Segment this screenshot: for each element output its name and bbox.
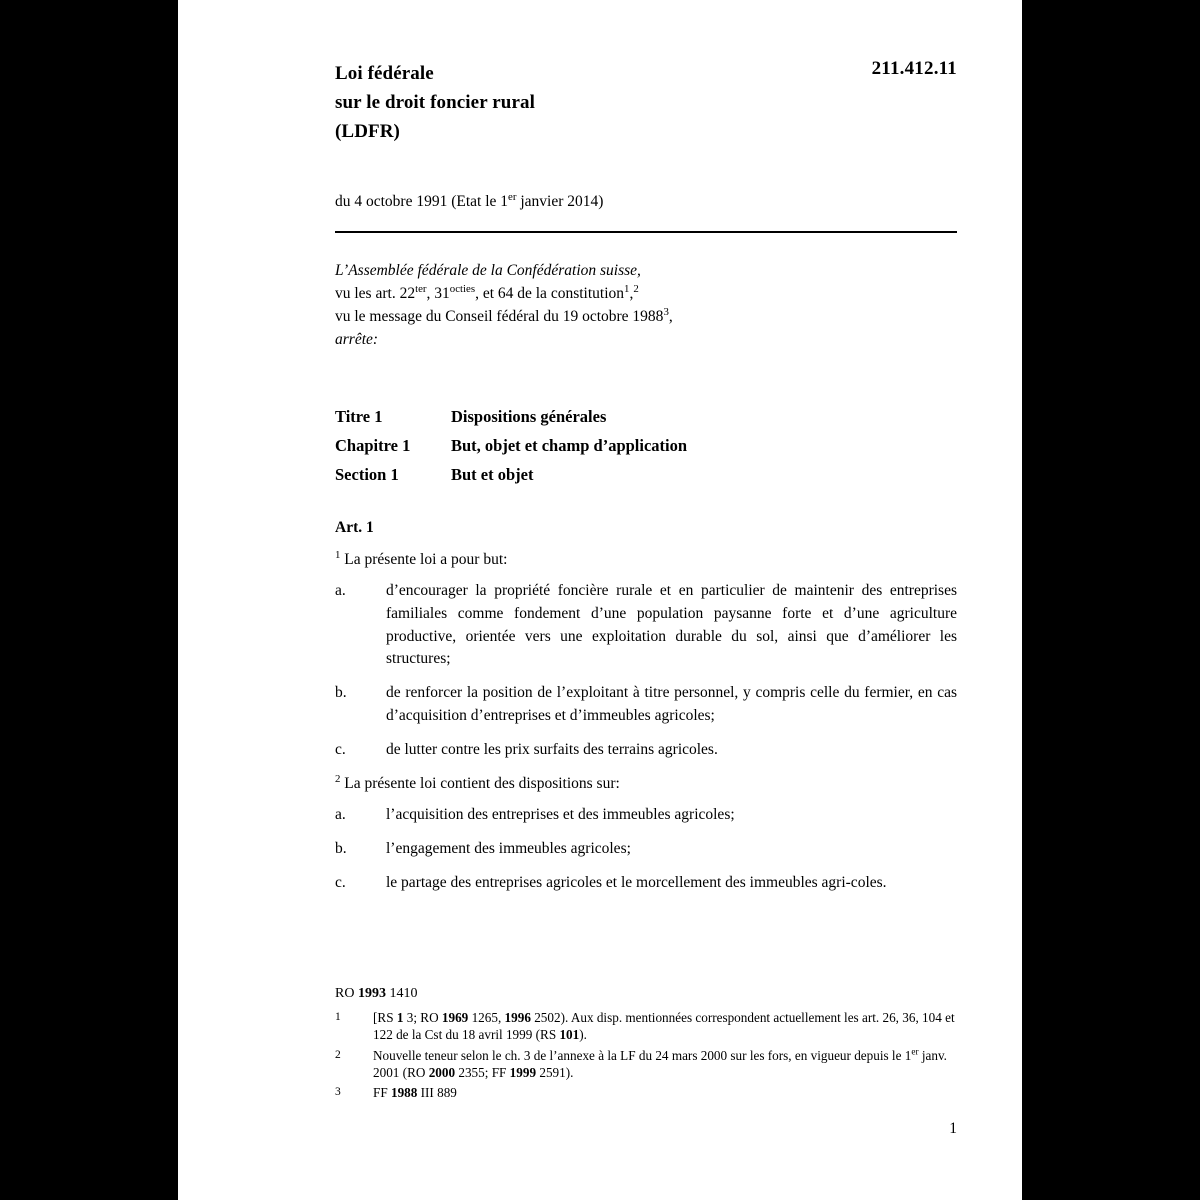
list-item-text: l’acquisition des entreprises et des immeubles agricoles; [386,806,735,824]
structure-row-chapitre [335,431,957,460]
article-paragraph-2 [335,773,957,796]
footnote-ref-1: 1 [624,282,630,295]
footnote-text: [RS 1 3; RO 1969 1265, 1996 2502). Aux disp. mentionnées correspondent actuellement les art. 26, 36, 104 et 122 de la Cst du 18 avril 1999 (RS 101). [373,1010,955,1043]
date-suffix: janvier 2014) [516,192,604,210]
preamble-message-line [335,305,957,328]
vu-message-suffix: , [668,308,673,326]
article-list-2 [335,804,957,894]
date-prefix: du 4 octobre 1991 (Etat le 1 [335,192,509,210]
title-line-3: (LDFR) [335,120,400,142]
footnote-source [335,985,957,1003]
footnote-ref-3: 3 [663,305,669,318]
page-content [335,0,957,1200]
list-item-text: le partage des entreprises agricoles et le morcellement des immeubles agri-coles. [386,873,887,891]
paragraph-1-marker: 1 [335,549,341,562]
list-item [335,739,957,762]
list-item-marker: a. [335,806,346,824]
section-title: But et objet [451,465,534,485]
footnote-item [335,1009,957,1043]
list-item-text: l’engagement des immeubles agricoles; [386,840,631,858]
list-item-marker: b. [335,684,347,702]
list-item [335,838,957,861]
preamble-assembly: L’Assemblée fédérale de la Confédération suisse, [335,261,641,279]
footnote-text: FF 1988 III 889 [373,1084,457,1100]
preamble [335,259,957,352]
list-item-text: d’encourager la propriété foncière rurale et en particulier de maintenir des entreprises familiales comme fondement d’une population paysanne forte et d’une agriculture productive, orientée vers une exploitation durable du sol, ainsi que d’améliorer les structures; [386,582,957,668]
titre-title: Dispositions générales [451,406,607,426]
vu-message-prefix: vu le message du Conseil fédéral du 19 octobre 1988 [335,308,664,326]
article-paragraph-1 [335,549,957,572]
titre-label: Titre 1 [335,406,383,426]
title-line-1: Loi fédérale [335,63,434,84]
chapitre-title: But, objet et champ d’application [451,435,688,455]
list-item [335,580,957,671]
article-list-1 [335,580,957,761]
footnote-item [335,1084,957,1101]
paragraph-1-text: La présente loi a pour but: [340,551,508,569]
page-number: 1 [949,1120,957,1137]
vu-art-separator: , [629,284,634,302]
paragraph-2-marker: 2 [335,773,341,786]
preamble-arrete: arrête: [335,331,379,349]
footnote-ref-2: 2 [633,282,639,295]
vu-art-mid: , 31 [426,284,450,302]
title-line-2: sur le droit foncier rural [335,91,535,113]
chapitre-label: Chapitre 1 [335,435,411,455]
paragraph-2-text: La présente loi contient des dispositions sur: [340,775,620,793]
footnotes [335,985,957,1104]
structure-row-titre [335,402,957,431]
date-superscript: er [508,190,517,203]
list-item-text: de lutter contre les prix surfaits des terrains agricoles. [386,740,718,758]
list-item [335,804,957,827]
footnote-source-prefix: RO [335,986,358,1001]
structure-row-section [335,460,957,489]
footnote-source-year: 1993 [357,986,386,1001]
list-item-marker: c. [335,740,346,758]
list-item [335,872,957,895]
vu-art-sup-ter: ter [415,282,427,295]
list-item-marker: a. [335,582,346,600]
list-item [335,682,957,728]
page-title [335,60,957,147]
document-header [335,0,957,233]
footnote-number: 2 [335,1048,341,1061]
document-number: 211.412.11 [871,58,957,79]
document-date [335,190,957,211]
vu-art-sup-octies: octies [449,282,476,295]
footnote-number: 1 [335,1011,341,1024]
header-divider [335,231,957,233]
section-label: Section 1 [335,465,399,485]
article-heading: Art. 1 [335,519,374,537]
vu-art-prefix: vu les art. 22 [335,284,416,302]
document-page [178,0,1022,1200]
footnote-text: Nouvelle teneur selon le ch. 3 de l’annexe à la LF du 24 mars 2000 sur les fors, en vigueur depuis le 1er janv. 2001 (RO 2000 2355; FF 1999 2591). [373,1046,947,1080]
list-item-text: de renforcer la position de l’exploitant à titre personnel, y compris celle du fermier, en cas d’acquisition d’entreprises et d’immeubles agricoles; [386,684,957,724]
list-item-marker: c. [335,873,346,891]
footnote-source-suffix: 1410 [385,986,418,1001]
footnote-number: 3 [335,1085,341,1098]
footnote-item [335,1047,957,1081]
structure-headings [335,402,957,490]
vu-art-mid2: , et 64 de la constitution [475,284,625,302]
preamble-constitution-line [335,282,957,305]
list-item-marker: b. [335,840,347,858]
